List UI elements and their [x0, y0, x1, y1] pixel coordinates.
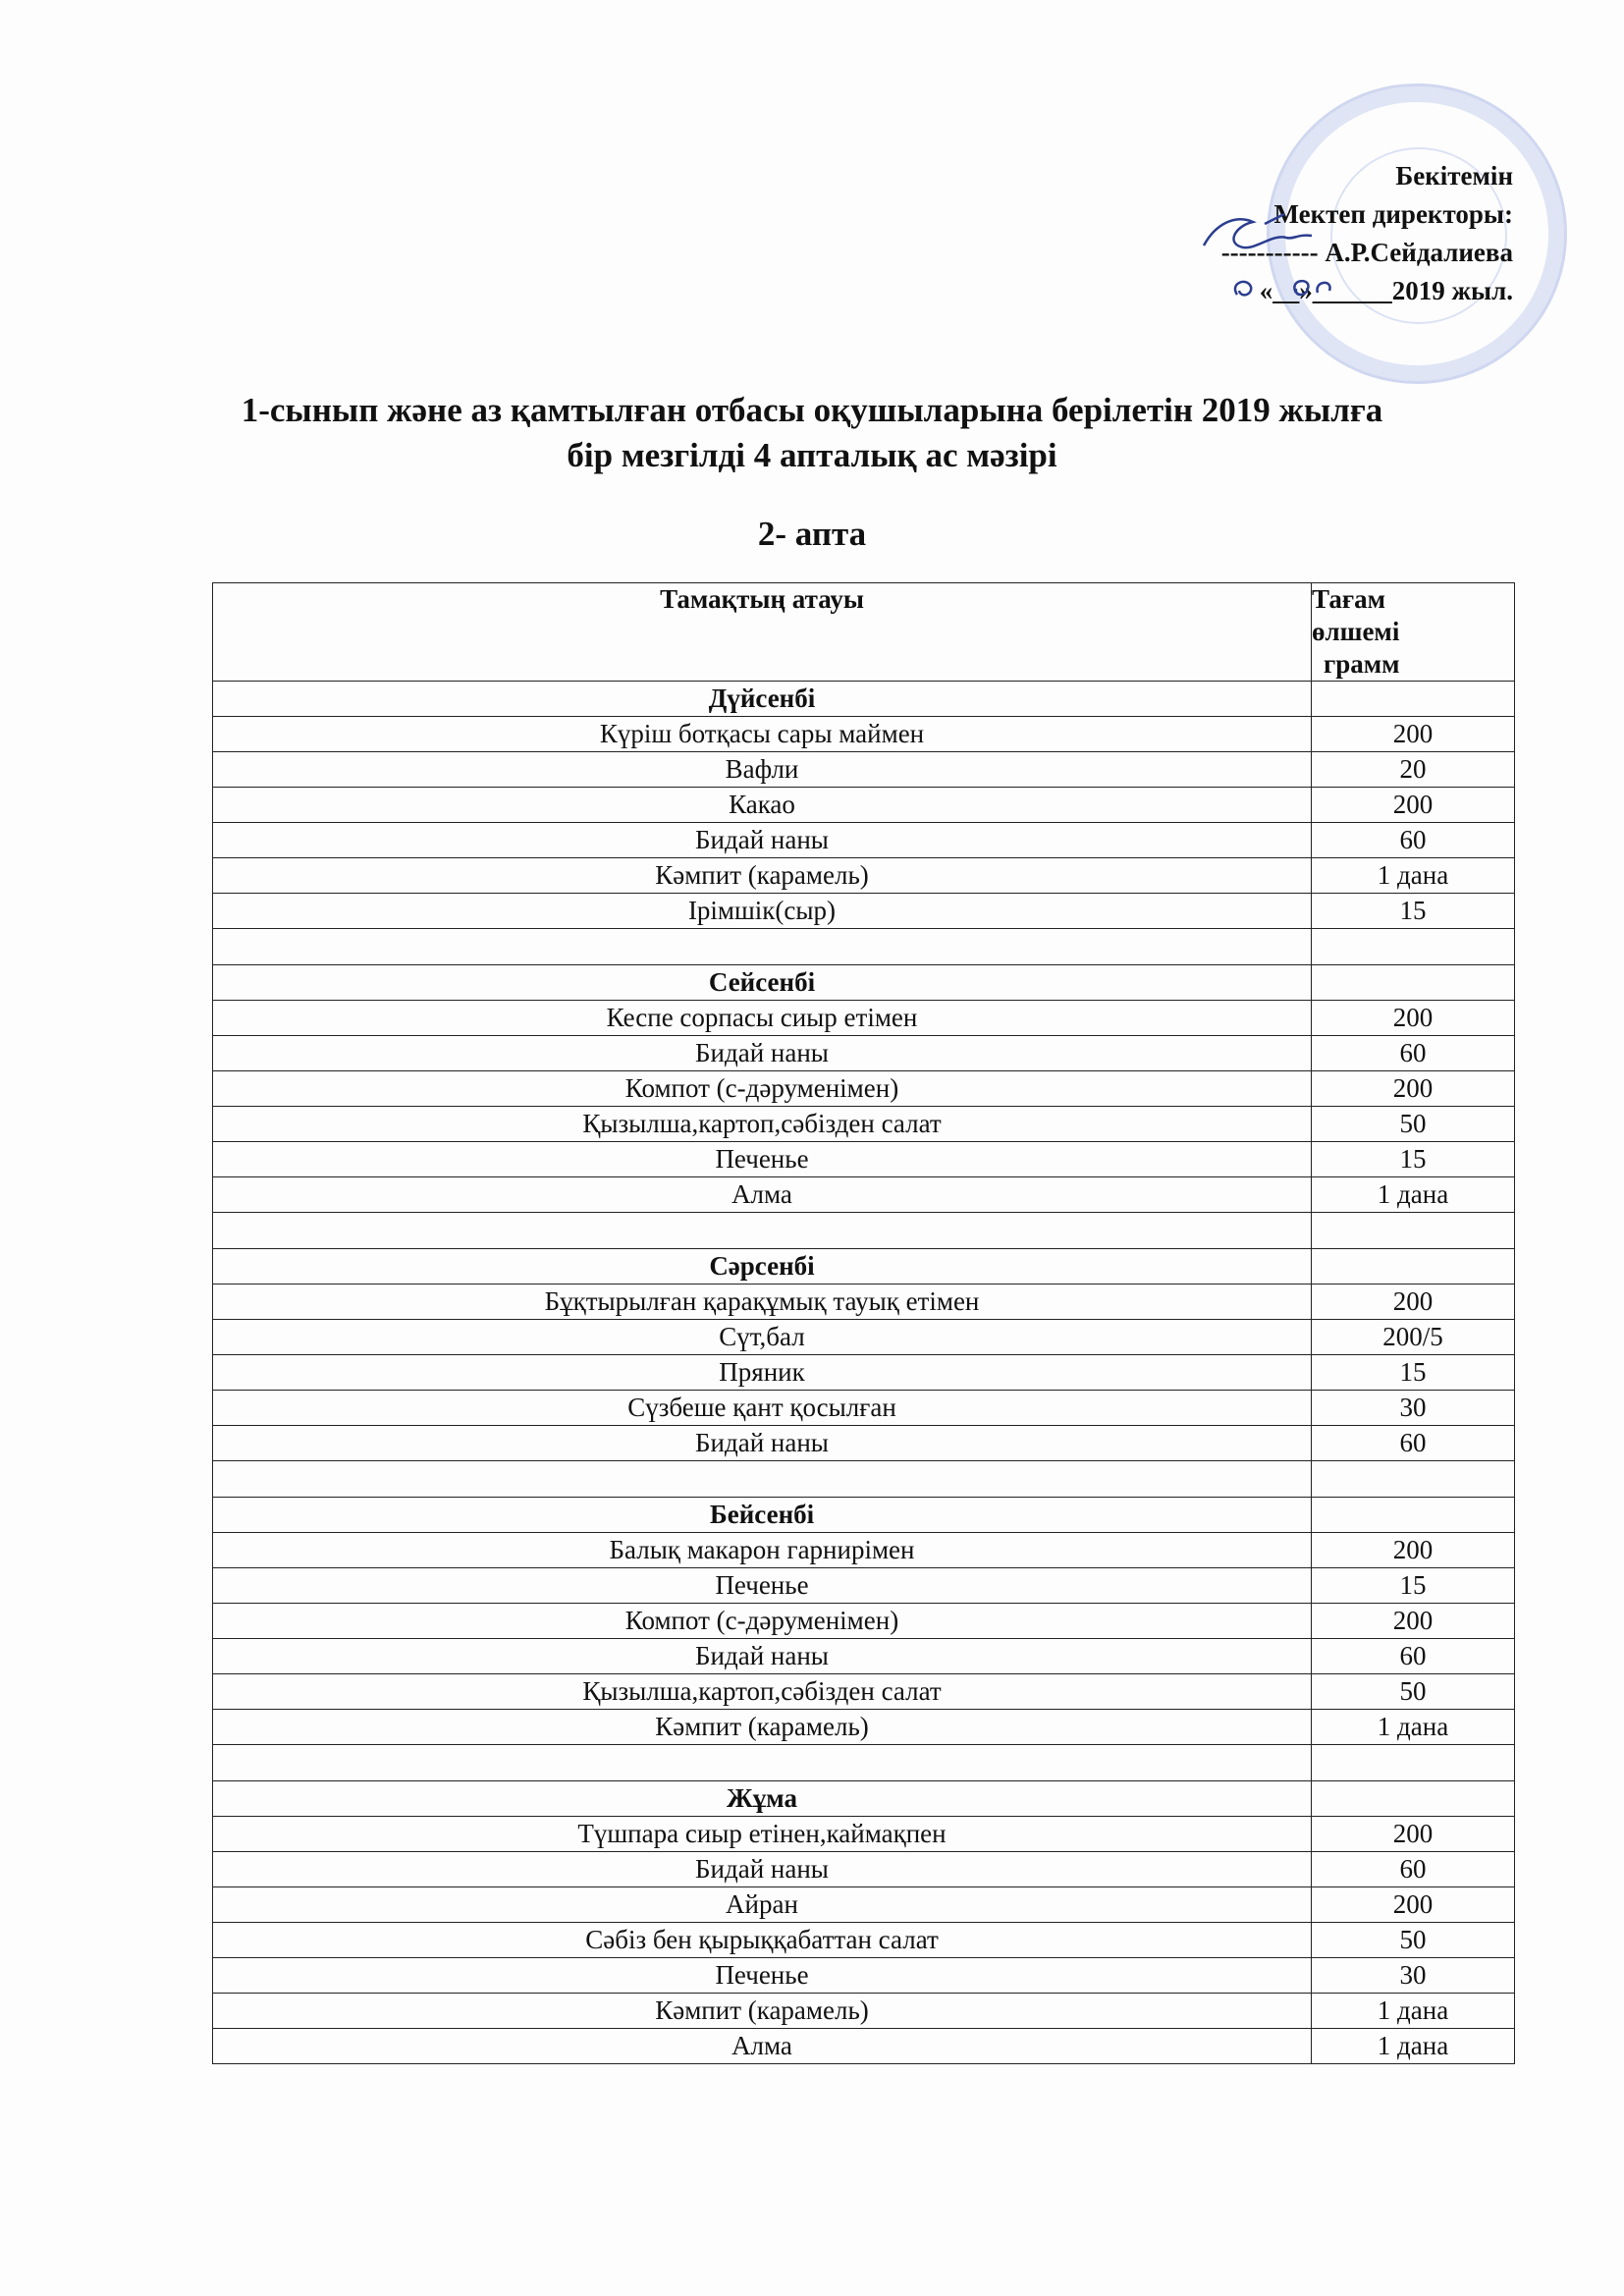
- table-row: [213, 1177, 1515, 1213]
- dish-name: Кәмпит (карамель): [213, 1994, 1312, 2029]
- dish-name: Күріш ботқасы сары маймен: [213, 717, 1312, 752]
- table-row: [213, 717, 1515, 752]
- dish-portion: 60: [1312, 1036, 1515, 1071]
- dish-portion: 1 дана: [1312, 858, 1515, 894]
- header-dish-name: Тамақтың атауы: [213, 583, 1312, 682]
- day-name: Сәрсенбі: [213, 1249, 1312, 1285]
- dish-name: Какао: [213, 788, 1312, 823]
- day-row: [213, 1249, 1515, 1285]
- dish-name: Бидай наны: [213, 823, 1312, 858]
- day-qty-empty: [1312, 965, 1515, 1001]
- approval-date: «__»______2019 жыл.: [1259, 276, 1513, 305]
- blank-cell: [213, 1461, 1312, 1498]
- day-name: Сейсенбі: [213, 965, 1312, 1001]
- handwritten-date: [1223, 269, 1371, 304]
- table-row: [213, 788, 1515, 823]
- table-row: [213, 1391, 1515, 1426]
- dish-portion: 50: [1312, 1923, 1515, 1958]
- dish-portion: 30: [1312, 1391, 1515, 1426]
- dish-name: Печенье: [213, 1568, 1312, 1604]
- blank-cell: [213, 1745, 1312, 1781]
- table-row: [213, 1568, 1515, 1604]
- dish-portion: 50: [1312, 1107, 1515, 1142]
- dish-portion: 30: [1312, 1958, 1515, 1994]
- dish-name: Сүт,бал: [213, 1320, 1312, 1355]
- day-row: [213, 1498, 1515, 1533]
- dish-portion: 1 дана: [1312, 2029, 1515, 2064]
- dish-portion: 20: [1312, 752, 1515, 788]
- dish-portion: 50: [1312, 1674, 1515, 1710]
- approval-position: Мектеп директоры:: [1273, 199, 1513, 229]
- dish-name: Қызылша,картоп,сәбізден салат: [213, 1107, 1312, 1142]
- dish-name: Вафли: [213, 752, 1312, 788]
- dish-name: Пряник: [213, 1355, 1312, 1391]
- table-row: [213, 823, 1515, 858]
- dish-portion: 15: [1312, 1142, 1515, 1177]
- table-row: [213, 1852, 1515, 1887]
- table-row: [213, 1604, 1515, 1639]
- dish-name: Сәбіз бен қырыққабаттан салат: [213, 1923, 1312, 1958]
- table-header-row: [213, 583, 1515, 682]
- dish-name: Печенье: [213, 1142, 1312, 1177]
- blank-cell: [1312, 929, 1515, 965]
- table-row: [213, 894, 1515, 929]
- dish-name: Түшпара сиыр етінен,каймақпен: [213, 1817, 1312, 1852]
- approval-director-name: ----------- А.Р.Сейдалиева: [1220, 238, 1513, 267]
- table-row: [213, 1001, 1515, 1036]
- dish-name: Бидай наны: [213, 1426, 1312, 1461]
- day-qty-empty: [1312, 1249, 1515, 1285]
- table-row: [213, 752, 1515, 788]
- dish-portion: 15: [1312, 894, 1515, 929]
- dish-name: Бидай наны: [213, 1639, 1312, 1674]
- week-label: 2- апта: [757, 515, 867, 553]
- day-row: [213, 682, 1515, 717]
- dish-portion: 60: [1312, 1852, 1515, 1887]
- dish-name: Бидай наны: [213, 1036, 1312, 1071]
- day-row: [213, 965, 1515, 1001]
- table-row: [213, 1426, 1515, 1461]
- dish-name: Айран: [213, 1887, 1312, 1923]
- title-line-2: бір мезгілді 4 апталық ас мәзірі: [567, 436, 1057, 474]
- dish-name: Компот (с-дәруменімен): [213, 1604, 1312, 1639]
- dish-portion: 200: [1312, 1285, 1515, 1320]
- dish-portion: 200/5: [1312, 1320, 1515, 1355]
- blank-row: [213, 1461, 1515, 1498]
- blank-cell: [1312, 1745, 1515, 1781]
- dish-portion: 60: [1312, 1639, 1515, 1674]
- dish-portion: 1 дана: [1312, 1710, 1515, 1745]
- table-row: [213, 1142, 1515, 1177]
- dish-name: Сүзбеше қант қосылған: [213, 1391, 1312, 1426]
- day-row: [213, 1781, 1515, 1817]
- blank-row: [213, 929, 1515, 965]
- blank-cell: [1312, 1213, 1515, 1249]
- director-signature: [1196, 204, 1324, 263]
- header-qty-line-3: грамм: [1324, 649, 1400, 679]
- table-row: [213, 858, 1515, 894]
- dish-portion: 1 дана: [1312, 1994, 1515, 2029]
- day-qty-empty: [1312, 1498, 1515, 1533]
- table-row: [213, 1994, 1515, 2029]
- day-name: Бейсенбі: [213, 1498, 1312, 1533]
- dish-name: Алма: [213, 1177, 1312, 1213]
- dish-portion: 200: [1312, 1887, 1515, 1923]
- table-row: [213, 1355, 1515, 1391]
- table-row: [213, 1107, 1515, 1142]
- dish-portion: 60: [1312, 823, 1515, 858]
- table-row: [213, 1533, 1515, 1568]
- dish-name: Бұқтырылған қарақұмық тауық етімен: [213, 1285, 1312, 1320]
- table-row: [213, 1285, 1515, 1320]
- table-row: [213, 1071, 1515, 1107]
- table-row: [213, 1320, 1515, 1355]
- table-row: [213, 1710, 1515, 1745]
- table-row: [213, 1639, 1515, 1674]
- dish-portion: 200: [1312, 1604, 1515, 1639]
- dish-name: Алма: [213, 2029, 1312, 2064]
- table-row: [213, 1817, 1515, 1852]
- blank-row: [213, 1745, 1515, 1781]
- table-row: [213, 1036, 1515, 1071]
- dish-name: Қызылша,картоп,сәбізден салат: [213, 1674, 1312, 1710]
- dish-portion: 15: [1312, 1355, 1515, 1391]
- table-row: [213, 1958, 1515, 1994]
- header-portion-size: [1312, 583, 1515, 682]
- header-qty-line-2: өлшемі: [1312, 617, 1400, 646]
- day-qty-empty: [1312, 1781, 1515, 1817]
- dish-portion: 15: [1312, 1568, 1515, 1604]
- blank-row: [213, 1213, 1515, 1249]
- approval-title: Бекітемін: [1395, 161, 1513, 191]
- dish-name: Ірімшік(сыр): [213, 894, 1312, 929]
- dish-name: Балық макарон гарнирімен: [213, 1533, 1312, 1568]
- table-row: [213, 1923, 1515, 1958]
- table-row: [213, 2029, 1515, 2064]
- dish-portion: 200: [1312, 1001, 1515, 1036]
- dish-name: Бидай наны: [213, 1852, 1312, 1887]
- dish-portion: 60: [1312, 1426, 1515, 1461]
- menu-table: [212, 582, 1515, 2064]
- dish-portion: 200: [1312, 1817, 1515, 1852]
- dish-portion: 200: [1312, 1071, 1515, 1107]
- title-line-1: 1-сынып және аз қамтылған отбасы оқушыларына берілетін 2019 жылға: [241, 391, 1383, 429]
- blank-cell: [213, 929, 1312, 965]
- day-qty-empty: [1312, 682, 1515, 717]
- table-row: [213, 1674, 1515, 1710]
- dish-name: Кәмпит (карамель): [213, 858, 1312, 894]
- dish-portion: 200: [1312, 788, 1515, 823]
- dish-name: Кеспе сорпасы сиыр етімен: [213, 1001, 1312, 1036]
- dish-portion: 200: [1312, 717, 1515, 752]
- dish-name: Печенье: [213, 1958, 1312, 1994]
- document-title: [0, 388, 1624, 478]
- day-name: Дүйсенбі: [213, 682, 1312, 717]
- blank-cell: [213, 1213, 1312, 1249]
- blank-cell: [1312, 1461, 1515, 1498]
- table-row: [213, 1887, 1515, 1923]
- dish-portion: 200: [1312, 1533, 1515, 1568]
- dish-name: Компот (с-дәруменімен): [213, 1071, 1312, 1107]
- header-qty-line-1: Тағам: [1312, 584, 1385, 614]
- dish-portion: 1 дана: [1312, 1177, 1515, 1213]
- day-name: Жұма: [213, 1781, 1312, 1817]
- dish-name: Кәмпит (карамель): [213, 1710, 1312, 1745]
